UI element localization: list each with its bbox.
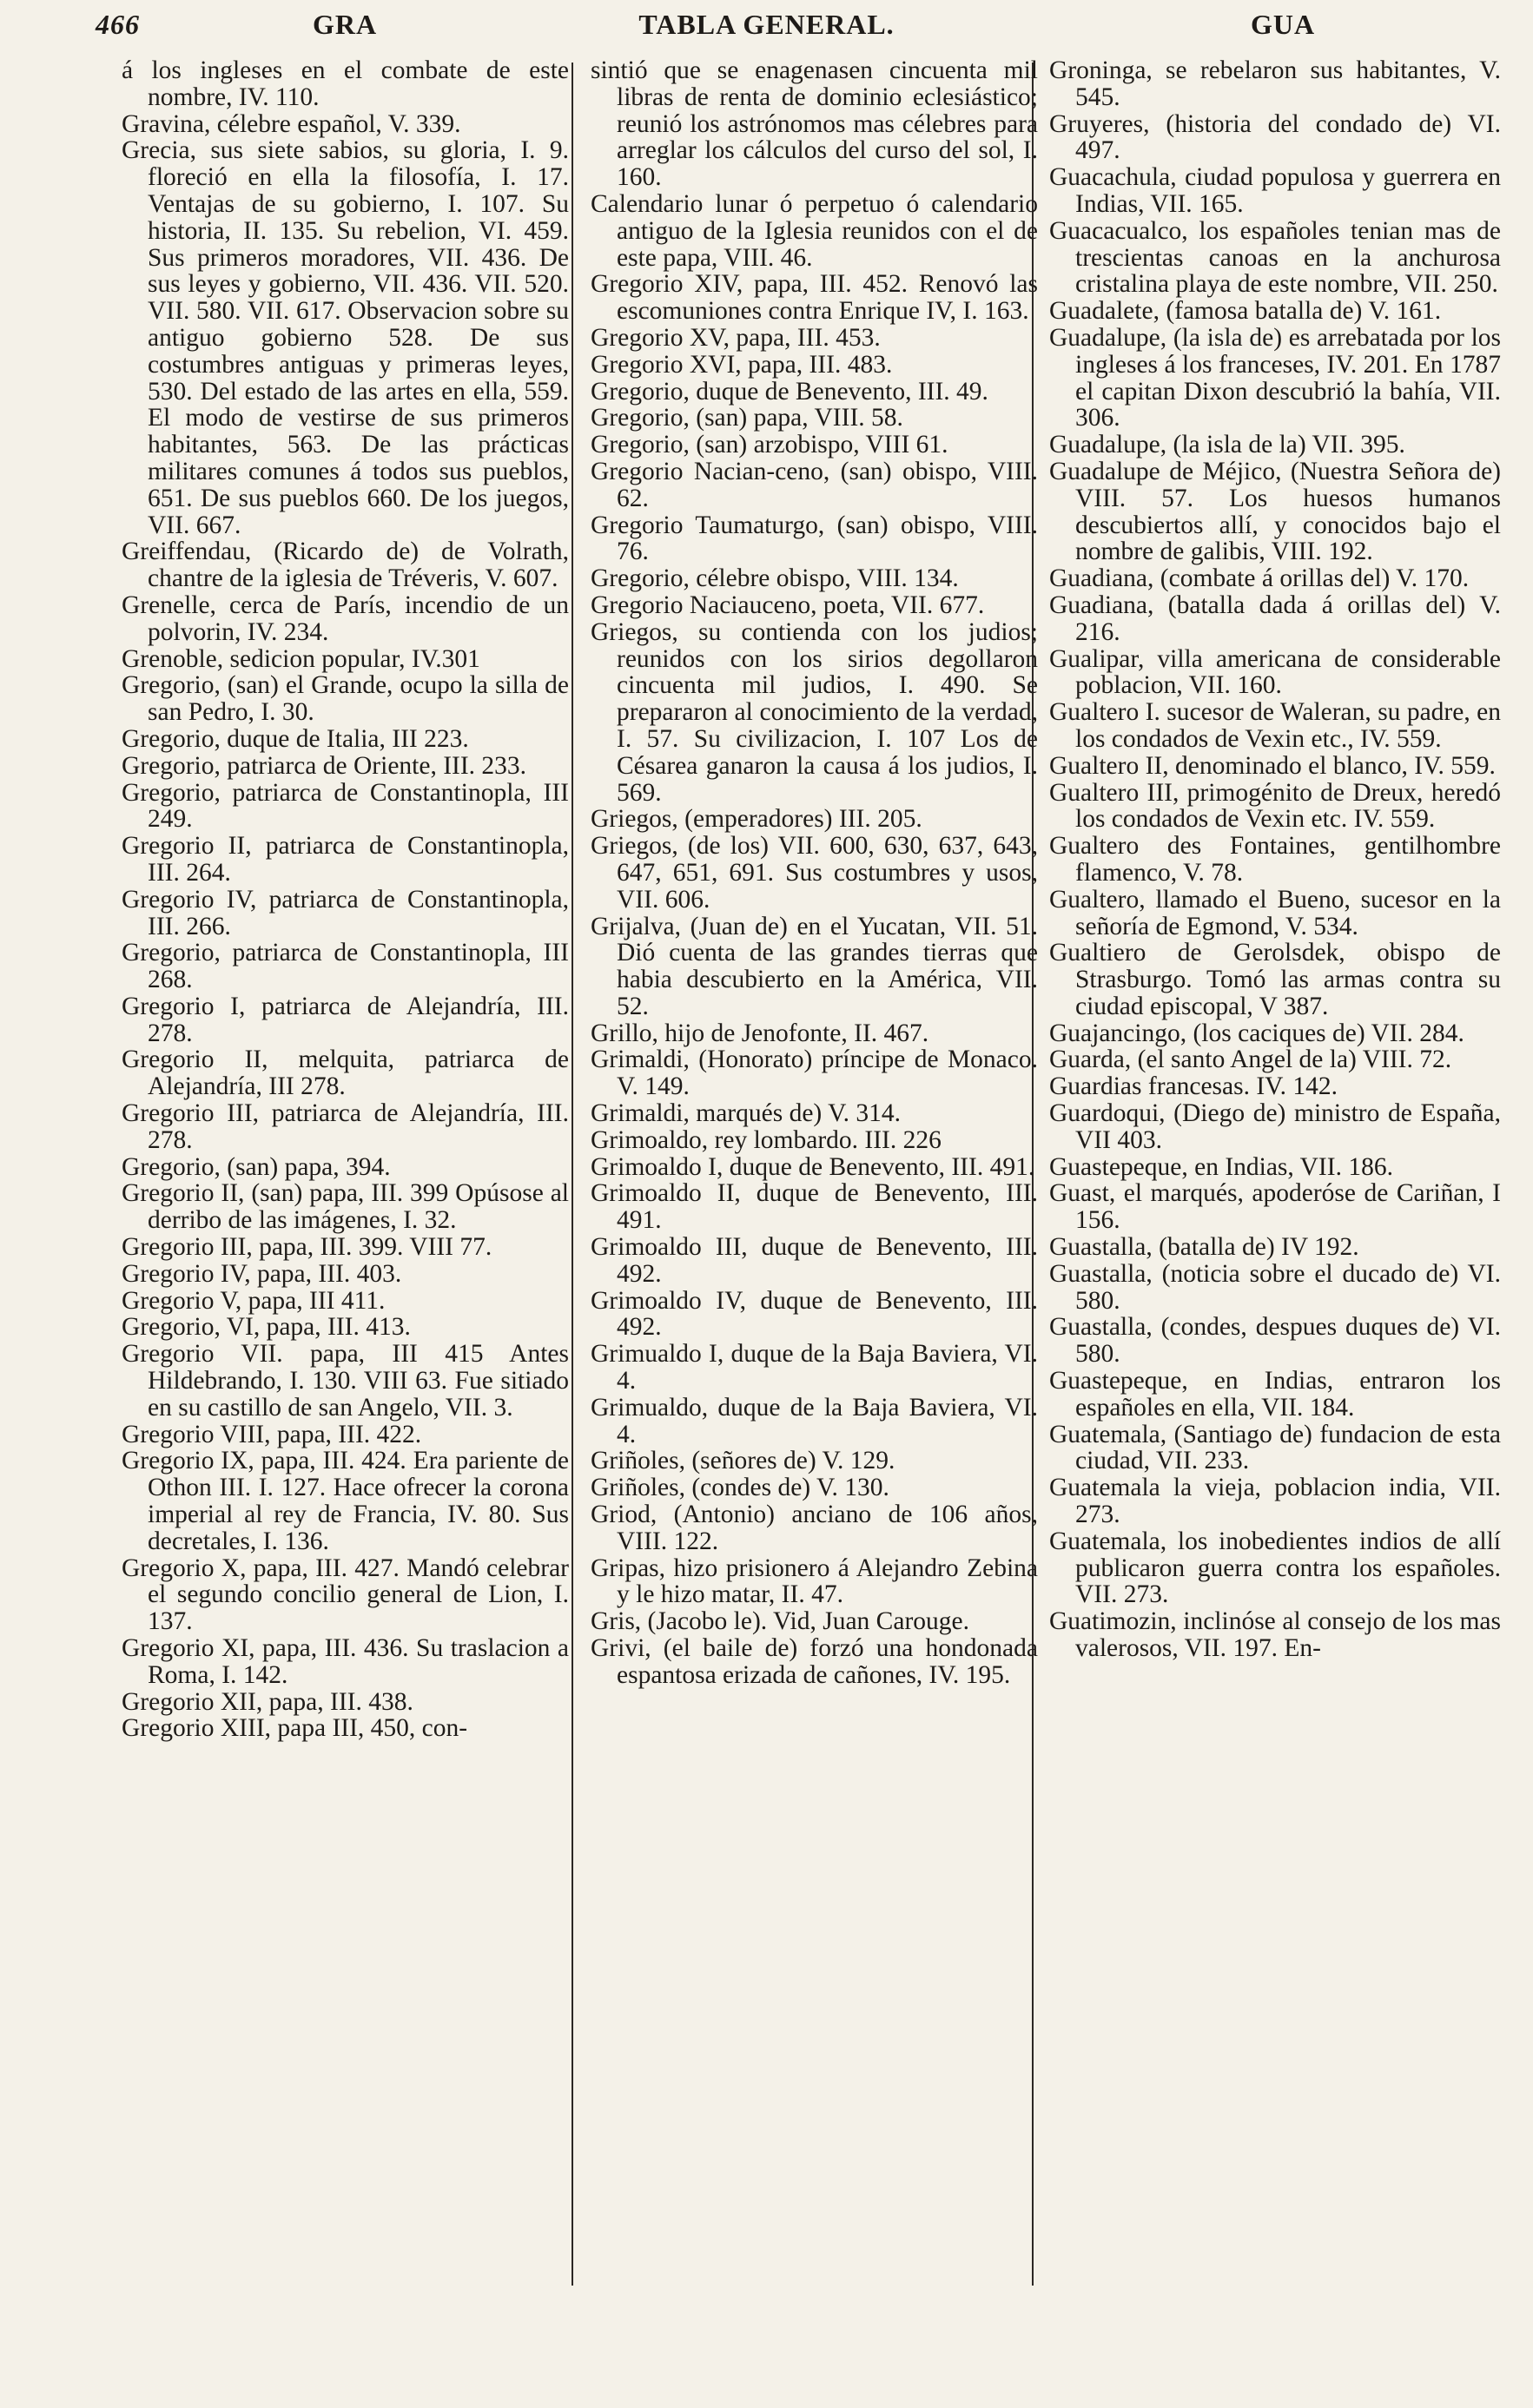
index-entry: Guardias francesas. IV. 142. xyxy=(1049,1072,1338,1101)
index-entry: Grimoaldo II, duque de Benevento, III. 491. xyxy=(591,1179,1038,1235)
index-entry: Gregorio, (san) arzobispo, VIII 61. xyxy=(591,431,948,459)
index-entry: Gregorio, célebre obispo, VIII. 134. xyxy=(591,564,959,593)
index-entry: Gregorio, patriarca de Constantinopla, III 268. xyxy=(122,939,569,994)
index-entry: Guast, el marqués, apoderóse de Cariñan, I 156. xyxy=(1049,1179,1501,1235)
index-entry: Gregorio Taumaturgo, (san) obispo, VIII. 76. xyxy=(591,511,1038,566)
index-entry: Grimoaldo, rey lombardo. III. 226 xyxy=(591,1125,942,1154)
index-entry: Guadalupe, (la isla de la) VII. 395. xyxy=(1049,431,1405,459)
index-entry: Gualtiero de Gerolsdek, obispo de Strasburgo. Tomó las armas contra su ciudad episcopal, V 387. xyxy=(1049,939,1501,1020)
index-entry: Guacacualco, los españoles tenian mas de trescientas canoas en la anchurosa cristalina playa de este nombre, VII. 250. xyxy=(1049,216,1501,299)
index-entry: Gregorio VIII, papa, III. 422. xyxy=(122,1420,422,1448)
index-entry: Guatemala, (Santiago de) fundacion de esta ciudad, VII. 233. xyxy=(1049,1420,1501,1475)
index-entry: Guastalla, (condes, despues duques de) VI. 580. xyxy=(1049,1313,1501,1369)
index-entry: Guadalupe, (la isla de) es arrebatada por los ingleses á los franceses, IV. 201. En 1787 el capitan Dixon descubrió la bahía, VII. 306. xyxy=(1049,323,1501,432)
index-entry: Gregorio V, papa, III 411. xyxy=(122,1286,386,1315)
index-entry: Gregorio, (san) papa, VIII. 58. xyxy=(591,404,903,432)
index-entry: Grijalva, (Juan de) en el Yucatan, VII. 51. Dió cuenta de las grandes tierras que habia descubierto en la América, VII. 52. xyxy=(591,912,1038,1020)
index-entry: Gualtero, llamado el Bueno, sucesor en la señoría de Egmond, V. 534. xyxy=(1049,885,1501,940)
index-entry: Gregorio I, patriarca de Alejandría, III. 278. xyxy=(122,992,569,1047)
page-header xyxy=(0,0,1533,61)
index-entry: Grenelle, cerca de París, incendio de un polvorin, IV. 234. xyxy=(122,590,569,646)
index-entry: Gregorio, patriarca de Oriente, III. 233. xyxy=(122,751,527,780)
index-column-2 xyxy=(591,57,1038,2367)
index-entry: Gregorio II, (san) papa, III. 399 Opúsose al derribo de las imágenes, I. 32. xyxy=(122,1179,569,1235)
index-entry: Guacachula, ciudad populosa y guerrera en Indias, VII. 165. xyxy=(1049,163,1501,218)
index-entry: Griegos, (emperadores) III. 205. xyxy=(591,805,922,834)
index-entry: Gregorio II, melquita, patriarca de Alejandría, III 278. xyxy=(122,1046,569,1101)
header-left-word: GRA xyxy=(313,9,378,40)
index-entry: Gris, (Jacobo le). Vid, Juan Carouge. xyxy=(591,1607,969,1636)
index-entry: Gregorio II, patriarca de Constantinopla, III. 264. xyxy=(122,832,569,887)
index-entry: Gregorio, VI, papa, III. 413. xyxy=(122,1313,411,1342)
index-entry: Gualtero III, primogénito de Dreux, heredó los condados de Vexin etc. IV. 559. xyxy=(1049,778,1501,834)
index-entry: sintió que se enagenasen cincuenta mil libras de renta de dominio eclesiástico; reunió los astrónomos mas célebres para arreglar los cálculos del curso del sol, I. 160. xyxy=(591,57,1038,192)
index-entry: Guastepeque, en Indias, entraron los españoles en ella, VII. 184. xyxy=(1049,1367,1501,1422)
index-entry: Gregorio Naciauceno, poeta, VII. 677. xyxy=(591,590,985,619)
index-entry: Gregorio III, papa, III. 399. VIII 77. xyxy=(122,1233,492,1262)
index-entry: Grivi, (el baile de) forzó una hondonada espantosa erizada de cañones, IV. 195. xyxy=(591,1634,1038,1689)
index-entry: Gregorio XII, papa, III. 438. xyxy=(122,1687,413,1716)
index-entry: Gregorio X, papa, III. 427. Mandó celebrar el segundo concilio general de Lion, I. 137. xyxy=(122,1554,569,1636)
index-entry: Griegos, (de los) VII. 600, 630, 637, 643, 647, 651, 691. Sus costumbres y usos, VII. 606. xyxy=(591,832,1038,914)
index-entry: Guastalla, (batalla de) IV 192. xyxy=(1049,1233,1359,1262)
index-entry: Grecia, sus siete sabios, su gloria, I. 9. floreció en ella la filosofía, I. 17. Ventajas de su gobierno, I. 107. Su historia, II. 135. Su rebelion, VI. 459. Sus primeros moradores, VII. 436. De sus leyes y gobierno, VII. 436. VII. 520. VII. 580. VII. 617. Observacion sobre su antiguo gobierno 528. De sus costumbres antiguas y primeras leyes, 530. Del estado de las artes en ella, 559. El modo de vestirse de sus primeros habitantes, 563. De las prácticas militares comunes á todos sus pueblos, 651. De sus pueblos 660. De los juegos, VII. 667. xyxy=(122,136,569,539)
index-entry: Gripas, hizo prisionero á Alejandro Zebina y le hizo matar, II. 47. xyxy=(591,1554,1038,1609)
index-entry: Gregorio, (san) papa, 394. xyxy=(122,1152,391,1181)
index-entry: Guastepeque, en Indias, VII. 186. xyxy=(1049,1152,1393,1181)
index-entry: Guardoqui, (Diego de) ministro de España, VII 403. xyxy=(1049,1099,1501,1154)
index-entry: Gualtero II, denominado el blanco, IV. 559. xyxy=(1049,751,1496,780)
index-entry: Gruyeres, (historia del condado de) VI. 497. xyxy=(1049,109,1501,165)
index-entry: Gregorio VII. papa, III 415 Antes Hildebrando, I. 130. VIII 63. Fue sitiado en su castillo de san Angelo, VII. 3. xyxy=(122,1340,569,1422)
index-entry: Gregorio, patriarca de Constantinopla, III 249. xyxy=(122,778,569,834)
index-entry: Gregorio IV, papa, III. 403. xyxy=(122,1259,402,1288)
index-entry: Grimoaldo IV, duque de Benevento, III. 492. xyxy=(591,1286,1038,1342)
index-entry: Gregorio III, patriarca de Alejandría, III. 278. xyxy=(122,1099,569,1154)
header-right-word: GUA xyxy=(1251,9,1316,40)
index-entry: Greiffendau, (Ricardo de) de Volrath, chantre de la iglesia de Tréveris, V. 607. xyxy=(122,538,569,593)
index-entry: Grimoaldo III, duque de Benevento, III. 492. xyxy=(591,1233,1038,1288)
index-entry: Grimualdo I, duque de la Baja Baviera, VI. 4. xyxy=(591,1340,1038,1395)
index-entry: Gregorio, (san) el Grande, ocupo la silla de san Pedro, I. 30. xyxy=(122,671,569,727)
header-title: TABLA GENERAL. xyxy=(638,9,895,40)
index-entry: Griod, (Antonio) anciano de 106 años, VIII. 122. xyxy=(591,1501,1038,1555)
index-entry: Gregorio IV, patriarca de Constantinopla, III. 266. xyxy=(122,885,569,940)
index-entry: Grimoaldo I, duque de Benevento, III. 491. xyxy=(591,1152,1035,1181)
index-entry: Guajancingo, (los caciques de) VII. 284. xyxy=(1049,1019,1464,1047)
index-column-1 xyxy=(122,57,569,2367)
index-entry: Guadiana, (batalla dada á orillas del) V. 216. xyxy=(1049,590,1501,646)
index-entry: Grimaldi, marqués de) V. 314. xyxy=(591,1099,901,1128)
index-entry: Gregorio IX, papa, III. 424. Era pariente de Othon III. I. 127. Hace ofrecer la corona imperial al rey de Francia, IV. 80. Sus decretales, I. 136. xyxy=(122,1447,569,1555)
index-entry: Gregorio XVI, papa, III. 483. xyxy=(591,350,893,379)
index-entry: Guatimozin, inclinóse al consejo de los mas valerosos, VII. 197. En- xyxy=(1049,1607,1501,1663)
index-entry: Gregorio XI, papa, III. 436. Su traslacion a Roma, I. 142. xyxy=(122,1634,569,1689)
index-entry: Guadiana, (combate á orillas del) V. 170. xyxy=(1049,564,1470,593)
index-entry: Calendario lunar ó perpetuo ó calendario antiguo de la Iglesia reunidos con el de este papa, VIII. 46. xyxy=(591,189,1038,272)
index-entry: Gualipar, villa americana de considerable poblacion, VII. 160. xyxy=(1049,644,1501,700)
index-entry: Gregorio, duque de Italia, III 223. xyxy=(122,724,469,753)
index-entry: Grillo, hijo de Jenofonte, II. 467. xyxy=(591,1019,929,1047)
index-entry: Griñoles, (condes de) V. 130. xyxy=(591,1474,889,1502)
index-entry: Grimaldi, (Honorato) príncipe de Monaco. V. 149. xyxy=(591,1046,1038,1101)
index-entry: Griñoles, (señores de) V. 129. xyxy=(591,1447,895,1475)
index-entry: Guarda, (el santo Angel de la) VIII. 72. xyxy=(1049,1046,1452,1074)
index-entry: Grimualdo, duque de la Baja Baviera, VI. 4. xyxy=(591,1393,1038,1448)
index-entry: Guadalupe de Méjico, (Nuestra Señora de) VIII. 57. Los huesos humanos descubiertos allí, y conocidos bajo el nombre de galibis, VIII. 192. xyxy=(1049,457,1501,566)
index-entry: Gregorio XIII, papa III, 450, con- xyxy=(122,1714,468,1743)
page-number: 466 xyxy=(96,9,140,40)
index-entry: á los ingleses en el combate de este nombre, IV. 110. xyxy=(122,57,569,111)
index-entry: Gualtero I. sucesor de Waleran, su padre, en los condados de Vexin etc., IV. 559. xyxy=(1049,698,1501,753)
index-column-3 xyxy=(1049,57,1501,2367)
index-entry: Gualtero des Fontaines, gentilhombre flamenco, V. 78. xyxy=(1049,832,1501,887)
index-entry: Gregorio Nacian-ceno, (san) obispo, VIII. 62. xyxy=(591,457,1038,512)
index-entry: Guatemala, los inobedientes indios de allí publicaron guerra contra los españoles. VII. 273. xyxy=(1049,1527,1501,1609)
column-divider xyxy=(572,63,573,2286)
index-entry: Griegos, su contienda con los judios; reunidos con los sirios degollaron cincuenta mil judios, I. 490. Se prepararon al conocimiento de la verdad, I. 57. Su civilizacion, I. 107 Los de Césarea ganaron la causa á los judios, I. 569. xyxy=(591,617,1038,807)
index-entry: Grenoble, sedicion popular, IV.301 xyxy=(122,644,480,673)
index-entry: Gravina, célebre español, V. 339. xyxy=(122,109,461,138)
index-entry: Guatemala la vieja, poblacion india, VII. 273. xyxy=(1049,1474,1501,1529)
index-entry: Groninga, se rebelaron sus habitantes, V. 545. xyxy=(1049,57,1501,111)
index-entry: Guadalete, (famosa batalla de) V. 161. xyxy=(1049,297,1442,326)
index-entry: Guastalla, (noticia sobre el ducado de) VI. 580. xyxy=(1049,1259,1501,1315)
index-entry: Gregorio, duque de Benevento, III. 49. xyxy=(591,377,988,406)
index-entry: Gregorio XIV, papa, III. 452. Renovó las escomuniones contra Enrique IV, I. 163. xyxy=(591,270,1038,326)
index-entry: Gregorio XV, papa, III. 453. xyxy=(591,323,881,352)
